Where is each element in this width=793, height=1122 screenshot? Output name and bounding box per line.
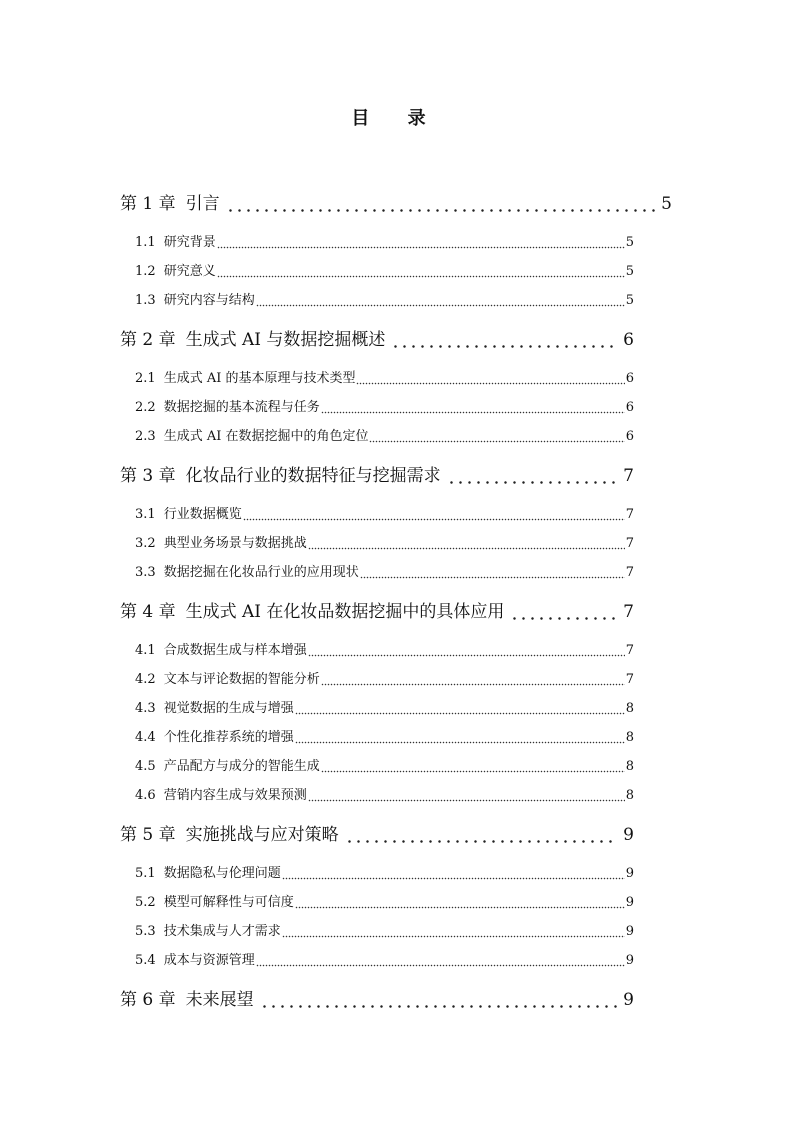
section-title: 数据挖掘在化妆品行业的应用现状 (163, 564, 359, 580)
dot-leader (308, 547, 625, 550)
section-title: 合成数据生成与样本增强 (163, 642, 307, 658)
dot-leader (321, 770, 625, 773)
dot-leader (243, 518, 625, 521)
section-number: 3.1 (135, 506, 156, 522)
toc-section-entry[interactable] (120, 286, 634, 315)
page-number: 5 (661, 194, 672, 214)
page-number: 7 (623, 466, 634, 486)
page-number: 7 (625, 671, 634, 687)
section-title: 数据挖掘的基本流程与任务 (163, 399, 320, 415)
toc-section-entry[interactable] (120, 257, 634, 286)
section-title: 成本与资源管理 (163, 952, 255, 968)
page-number: 7 (625, 564, 634, 580)
toc-section-entry[interactable] (120, 888, 634, 917)
section-number: 1.2 (135, 263, 156, 279)
page-number: 7 (625, 535, 634, 551)
section-number: 4.1 (135, 642, 156, 658)
page-number: 6 (625, 399, 634, 415)
chapter-title: 生成式 AI 与数据挖掘概述 (185, 330, 386, 350)
section-title: 生成式 AI 的基本原理与技术类型 (163, 370, 356, 386)
chapter-title: 未来展望 (185, 990, 254, 1010)
section-number: 2.1 (135, 370, 156, 386)
section-number: 3.2 (135, 535, 156, 551)
section-title: 数据隐私与伦理问题 (163, 865, 281, 881)
page-number: 9 (625, 865, 634, 881)
section-number: 4.3 (135, 700, 156, 716)
dot-leader (256, 304, 625, 307)
section-number: 4.2 (135, 671, 156, 687)
table-of-contents (120, 189, 672, 1024)
toc-chapter-entry[interactable] (120, 820, 634, 850)
page-number: 9 (623, 990, 634, 1010)
page-number: 8 (625, 787, 634, 803)
page-number: 5 (625, 234, 634, 250)
toc-section-entry[interactable] (120, 364, 634, 393)
dot-leader (295, 906, 625, 909)
section-number: 2.3 (135, 428, 156, 444)
dot-leader (308, 799, 625, 802)
toc-section-entry[interactable] (120, 917, 634, 946)
chapter-number: 第 1 章 (120, 194, 176, 214)
section-number: 5.4 (135, 952, 156, 968)
toc-chapter-entry[interactable] (120, 597, 634, 627)
toc-section-entry[interactable] (120, 946, 634, 975)
dot-leader (391, 345, 617, 348)
dot-leader (447, 481, 618, 484)
dot-leader (295, 741, 625, 744)
toc-section-entry[interactable] (120, 859, 634, 888)
section-number: 2.2 (135, 399, 156, 415)
chapter-title: 实施挑战与应对策略 (185, 825, 339, 845)
page-number: 5 (625, 263, 634, 279)
toc-title: 目 录 (351, 108, 442, 129)
dot-leader (321, 411, 625, 414)
chapter-number: 第 5 章 (120, 825, 176, 845)
toc-chapter-entry[interactable] (120, 189, 672, 219)
toc-section-entry[interactable] (120, 665, 634, 694)
section-title: 研究内容与结构 (163, 292, 255, 308)
section-title: 模型可解释性与可信度 (163, 894, 294, 910)
chapter-number: 第 6 章 (120, 990, 176, 1010)
toc-chapter-entry[interactable] (120, 461, 634, 491)
page-number: 8 (625, 700, 634, 716)
page-number: 6 (623, 330, 634, 350)
toc-section-entry[interactable] (120, 558, 634, 587)
section-title: 研究背景 (163, 234, 216, 250)
section-title: 个性化推荐系统的增强 (163, 729, 294, 745)
toc-section-entry[interactable] (120, 393, 634, 422)
section-number: 4.6 (135, 787, 156, 803)
page-number: 8 (625, 758, 634, 774)
dot-leader (282, 877, 625, 880)
dot-leader (217, 275, 625, 278)
page-number: 8 (625, 729, 634, 745)
dot-leader (369, 440, 624, 443)
toc-section-entry[interactable] (120, 694, 634, 723)
dot-leader (260, 1005, 618, 1008)
dot-leader (345, 840, 618, 843)
section-title: 研究意义 (163, 263, 216, 279)
chapter-title: 生成式 AI 在化妆品数据挖掘中的具体应用 (185, 602, 505, 622)
toc-chapter-entry[interactable] (120, 325, 634, 355)
dot-leader (217, 246, 625, 249)
section-title: 生成式 AI 在数据挖掘中的角色定位 (163, 428, 369, 444)
section-number: 1.3 (135, 292, 156, 308)
chapter-title: 引言 (185, 194, 220, 214)
page-number: 6 (625, 428, 634, 444)
toc-section-entry[interactable] (120, 529, 634, 558)
section-title: 文本与评论数据的智能分析 (163, 671, 320, 687)
section-title: 技术集成与人才需求 (163, 923, 281, 939)
dot-leader (308, 654, 625, 657)
toc-chapter-entry[interactable] (120, 985, 634, 1015)
page-number: 6 (625, 370, 634, 386)
page-number: 9 (625, 894, 634, 910)
toc-section-entry[interactable] (120, 752, 634, 781)
section-number: 4.5 (135, 758, 156, 774)
dot-leader (226, 209, 656, 212)
section-number: 5.3 (135, 923, 156, 939)
section-number: 1.1 (135, 234, 156, 250)
section-title: 营销内容生成与效果预测 (163, 787, 307, 803)
page-number: 7 (623, 602, 634, 622)
page-number: 7 (625, 642, 634, 658)
section-number: 3.3 (135, 564, 156, 580)
dot-leader (256, 964, 625, 967)
section-title: 视觉数据的生成与增强 (163, 700, 294, 716)
page-number: 9 (625, 952, 634, 968)
page-number: 5 (625, 292, 634, 308)
dot-leader (356, 382, 624, 385)
section-number: 5.2 (135, 894, 156, 910)
dot-leader (282, 935, 625, 938)
toc-section-entry[interactable] (120, 422, 634, 451)
toc-section-entry[interactable] (120, 500, 634, 529)
section-title: 典型业务场景与数据挑战 (163, 535, 307, 551)
toc-section-entry[interactable] (120, 228, 634, 257)
chapter-number: 第 2 章 (120, 330, 176, 350)
dot-leader (295, 712, 625, 715)
section-title: 产品配方与成分的智能生成 (163, 758, 320, 774)
page-number: 7 (625, 506, 634, 522)
toc-section-entry[interactable] (120, 636, 634, 665)
page-number: 9 (625, 923, 634, 939)
dot-leader (321, 683, 625, 686)
dot-leader (360, 576, 625, 579)
dot-leader (510, 617, 617, 620)
section-number: 4.4 (135, 729, 156, 745)
chapter-title: 化妆品行业的数据特征与挖掘需求 (185, 466, 441, 486)
section-title: 行业数据概览 (163, 506, 242, 522)
toc-section-entry[interactable] (120, 723, 634, 752)
chapter-number: 第 4 章 (120, 602, 176, 622)
chapter-number: 第 3 章 (120, 466, 176, 486)
page-number: 9 (623, 825, 634, 845)
section-number: 5.1 (135, 865, 156, 881)
toc-section-entry[interactable] (120, 781, 634, 810)
